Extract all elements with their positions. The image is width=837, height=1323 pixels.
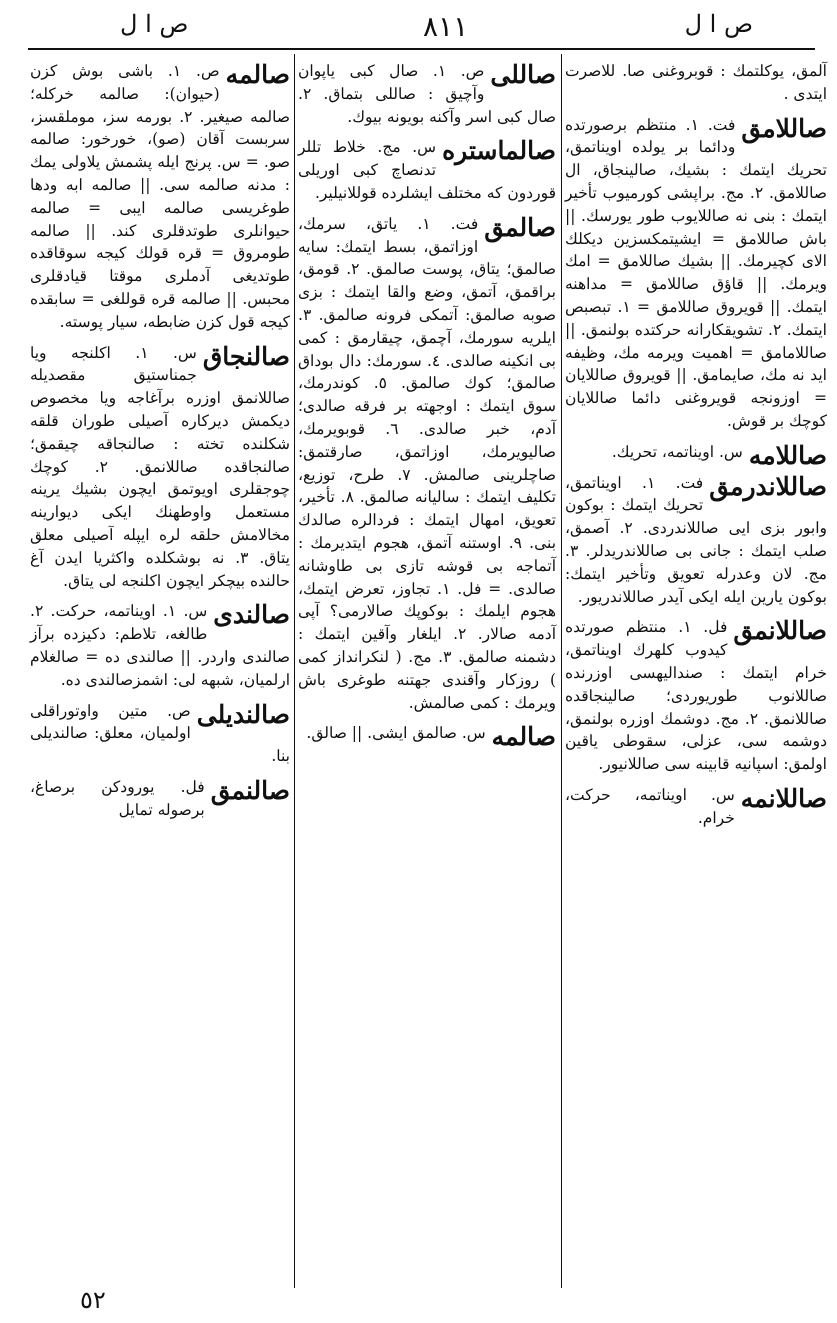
dictionary-entry — [565, 784, 827, 830]
entry-definition: فت. ١. ياتق، سرمك، اوزاتمق، بسط ايتمك: سايه صالمق؛ يتاق، پوست صالمق. ٢. قومق، براقمق، آتمق، وضع والقا ايتمك : بزى صوبه صالمق: آتمكى فرونه صالمق. ٣. ايلريه سورمك، آچمق، چيقارمق : كمى بى انكينه صالدى. ٤. سورمك: دال بوداق صالمق؛ كوك صالمق. ٥. كوندرمك، سوق ايتمك : اوجهته بر فرقه صالدى؛ آدم، خبر صالدى. ٦. قوبويرمك، صاليويرمك، اوزاتمق، صارقتمق: صاچلرينى صالمش. ٧. طرح، توزيع، تكليف ايتمك : ساليانه صالمق. ٨. تأخير، تعويق، امهال ايتمك : فردالره صالدك بنى. ٩. اوستنه آتمق، هجوم ايتديرمك : آتماجه بى قوشه تازى بى طاوشانه صالدى. = فل. ١. تجاوز، تعرض ايتمك، هجوم ايلمك : بوكوپك صالارمى؟ آپى آدمه صالار. ٢. ايلغار وآقين ايتمك : دشمنه صالمق. ٣. مج. ( لنكرانداز كمى ) روزكار وآقندى جهتنه طوغرى باش ويرمك : كمى صالمش. — [298, 214, 557, 712]
dictionary-entry — [298, 722, 556, 752]
dictionary-entry — [30, 342, 290, 593]
entry-definition: س. ١. اويناتمه، حركت. ٢. طالغه، تلاطم: دكيزده برآز صالندى واردر. || صالندى ده = صالغلام ارلميان، شبهه لى: اشمزصالندى ده. — [30, 602, 290, 689]
entry-headword: صالندى — [213, 600, 290, 630]
entry-definition: س. اويناتمه، تحريك. — [611, 442, 743, 461]
dictionary-entry — [298, 136, 556, 204]
entry-definition: فت. ١. منتظم برصورتده ودائما بر يولده اويناتمق، تحريك ايتمك : بشيك، صالينجاق، ال صاللامق. ٢. مج. براپشى كورميوب تأخير ايتمك : بنى نه صاللايوب طور يورسك. || باش صاللامق = ايشيتمكسزين ديكلك الاى كچيرمك. || بشيك صاللامق = امك ويرمك. || قاؤق صاللامق = مداهنه ايتمك. || قويروق صاللامق = ١. تبصبص ايتمك. ٢. تشويقكارانه حركتده بولنمق. || صاللامامق = اهميت ويرمه مك، وظيفه ايد نه مك، صايمامق. || قويروق صاللايان = اوزونجه قويروغنى دائما صاللايان كوچك بر قوش. — [565, 115, 827, 430]
entry-definition: فت. ١. اويناتمق، تحريك ايتمك : بوكون وابور بزى ايى صاللاندردى. ٢. آصمق، صلب ايتمك : جانى بى صاللاندريدلر. ٣. مج. لان وعدرله تعويق وتأخير ايتمك: بوكون يارين ايله ايكى آيدر صاللاندريور. — [565, 473, 827, 606]
signature-mark: ٥٢ — [80, 1286, 106, 1314]
column-middle — [298, 60, 556, 753]
entry-definition: ص. ١. باشى بوش كزن (حيوان): صالمه خركله؛ صالمه صيغير. ٢. بورمه سز، موملقسز، سربست آقان (صو)، خورخور: صالمه صو. = س. پرنج ايله پشمش يلاولى يمك : مدنه صالمه سى. || صالمه ابه ودها طوغريسى صالمه ايبى = صالمه حيوانلرى طوتدقلرى كند. || صالمه طومروق = قره قولك كيجه سوقاقده طوتديغى آدملرى موقتا قيادقلرى محبس. || صالمه قره قوللغى = سابقده كيجه قول كزن ضابطه، سيار پوسته. — [30, 62, 290, 331]
dictionary-entry — [565, 616, 827, 776]
entry-headword: صالمق — [484, 212, 556, 242]
page-number: ٨١١ — [423, 10, 469, 43]
entry-definition: س. اويناتمه، حركت، خرام. — [565, 785, 735, 827]
entry-definition: س. ١. اكلنجه ويا جمناستيق مقصديله صاللانمق اوزره برآغاجه ويا مخصوص ديكمش ديركاره آصيلى طوران قلقه شكلنده تخته : صالنجاقه چيقمق؛ صالنجاقده صاللانمق. ٢. كوچك چوجقلرى اويوتمق ايچون بشيك يرينه مستعمل واوطهنك ايكى ديوارينه مخالامش حلقه لره ايپله آصيلى معلق يتاق. ٣. نه بوشكلده واكثريا ايدن آغ حالنده بيچكر ايچون اكلنجه لى يتاق. — [30, 343, 290, 590]
dictionary-entry — [565, 60, 827, 106]
dictionary-entry — [565, 114, 827, 433]
entry-headword: صالنديلى — [196, 699, 290, 729]
column-left — [30, 60, 290, 830]
entry-headword: صالماستره — [442, 136, 556, 166]
entry-headword: صاللانمق — [733, 616, 827, 646]
dictionary-entry — [565, 440, 827, 470]
column-divider-right — [561, 54, 562, 1288]
dictionary-entry — [298, 213, 556, 715]
dictionary-entry — [565, 472, 827, 609]
header-right: ص ا ل — [684, 10, 753, 38]
dictionary-entry — [30, 700, 290, 768]
entry-headword: صاللانمه — [740, 783, 827, 813]
dictionary-entry — [30, 776, 290, 822]
entry-definition: فل. يورودكن برصاغ، برصوله تمايل — [30, 777, 205, 819]
entry-definition: ص. ١. صال كبى ياپوان وآچيق : صاللى بتماق. ٢. صال كبى اسر وآكنه بويونه بيوك. — [298, 62, 556, 126]
entry-headword: صاللاندرمق — [709, 471, 827, 501]
entry-definition: آلمق، يوكلتمك : قوبروغنى صا. للاصرت ايتدى . — [565, 62, 827, 103]
entry-headword: صاللامه — [748, 440, 827, 470]
header-rule — [28, 48, 815, 50]
column-divider-left — [294, 54, 295, 1288]
entry-headword: صالمه — [491, 722, 556, 752]
entry-headword: صاللامق — [741, 113, 827, 143]
entry-definition: س. مج. خلاط تللر تدنصاچ كبى اوريلى قوردون كه مختلف ايشلرده قوللانيلير. — [298, 138, 556, 202]
column-right — [565, 60, 827, 838]
dictionary-entry — [30, 600, 290, 691]
dictionary-entry — [298, 60, 556, 128]
entry-headword: صالنجاق — [202, 341, 290, 371]
entry-headword: صاللى — [490, 60, 556, 89]
entry-definition: فل. ١. منتظم صورتده كيدوب كلهرك اويناتمق، خرام ايتمك : صنداليهسى اوزرنده صاللانوب طوريوردى؛ صالينجاقده صاللانمق. ٢. مج. دوشمك اوزره بولنمق، دوشمه سى، عزلى، سقوطى ياقين اولمق: اسپانيه قابينه سى صاللانيور. — [565, 618, 828, 774]
entry-headword: صالنمق — [210, 775, 290, 805]
entry-definition: ص. متين واوتوراقلى اولميان، معلق: صالنديلى بنا. — [30, 701, 290, 766]
entry-definition: س. صالمق ايشى. || صالق. — [306, 724, 486, 743]
dictionary-entry — [30, 60, 290, 334]
header-left: ص ا ل — [120, 10, 189, 38]
entry-headword: صالمه — [225, 60, 290, 89]
running-header — [28, 4, 815, 44]
